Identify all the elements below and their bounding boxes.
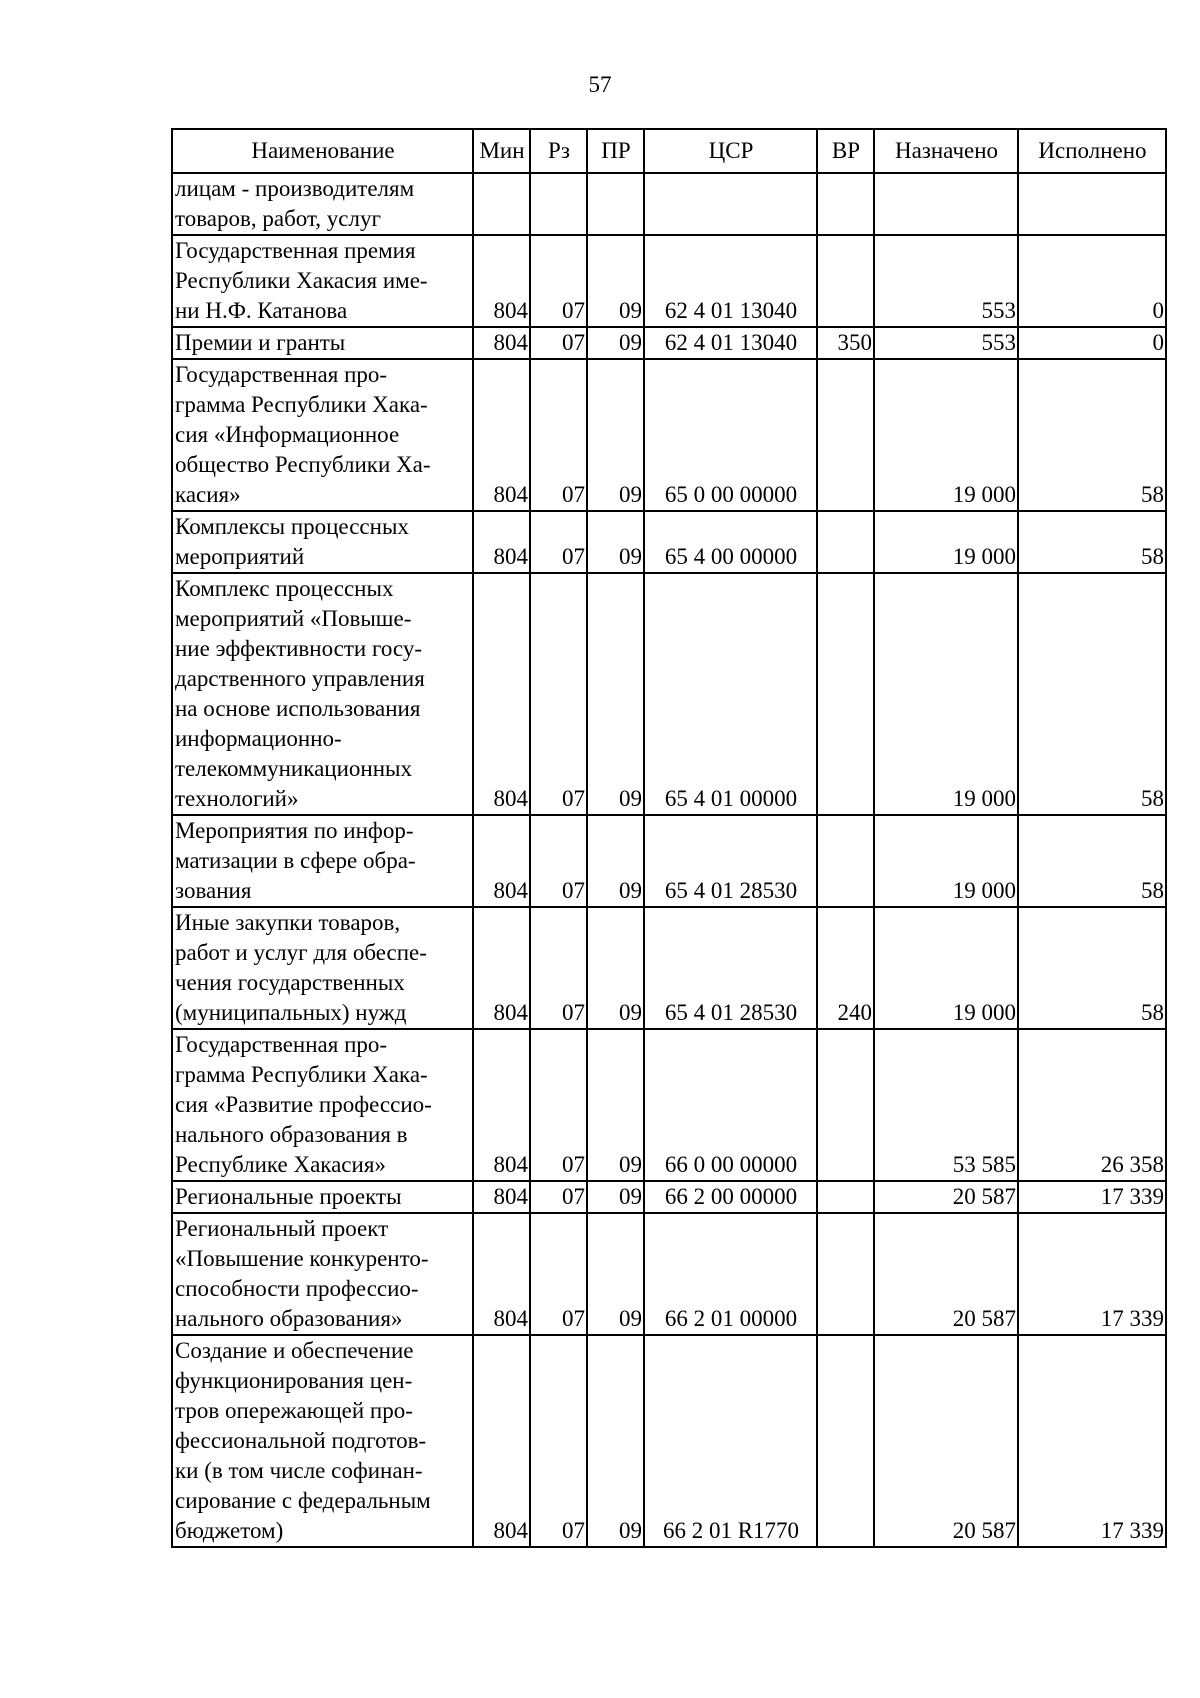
cell-name-line: «Повышение конкуренто- (175, 1246, 429, 1271)
cell-pr (587, 173, 644, 235)
cell-rz: 07 (530, 511, 587, 573)
cell-assigned: 53 585 (874, 1029, 1018, 1181)
cell-name-line: Региональные проекты (175, 1184, 402, 1209)
cell-vr (817, 573, 874, 815)
cell-vr (817, 173, 874, 235)
cell-name-line: дарственного управления (175, 666, 425, 691)
cell-csr: 65 4 00 00000 (644, 511, 817, 573)
cell-vr: 240 (817, 907, 874, 1029)
cell-name-line: фессиональной подготов- (175, 1428, 427, 1453)
table-header-row (172, 129, 1166, 173)
cell-name-line: мероприятий (175, 544, 305, 569)
cell-name-line: мероприятий «Повыше- (175, 606, 412, 631)
table-row (172, 511, 1166, 573)
cell-min: 804 (473, 1335, 530, 1547)
cell-name-line: чения государственных (175, 970, 405, 995)
table-row (172, 1181, 1166, 1213)
cell-name-line: ки (в том числе софинан- (175, 1458, 423, 1483)
cell-pr: 09 (587, 359, 644, 511)
cell-min (473, 173, 530, 235)
cell-name (172, 327, 473, 359)
cell-name (172, 1181, 473, 1213)
cell-pr: 09 (587, 907, 644, 1029)
cell-name-line: на основе использования (175, 696, 421, 721)
cell-executed: 58 (1018, 573, 1166, 815)
cell-pr: 09 (587, 1029, 644, 1181)
cell-name (172, 1335, 473, 1547)
cell-executed: 17 339 (1018, 1181, 1166, 1213)
column-header-assigned: Назначено (874, 129, 1018, 173)
cell-executed: 58 (1018, 359, 1166, 511)
cell-name (172, 815, 473, 907)
cell-vr (817, 815, 874, 907)
cell-name-line: тров опережающей про- (175, 1398, 413, 1423)
table-row (172, 907, 1166, 1029)
cell-name (172, 907, 473, 1029)
cell-executed: 26 358 (1018, 1029, 1166, 1181)
cell-name-line: информационно- (175, 726, 342, 751)
table-body (172, 173, 1166, 1547)
cell-name-line: ни Н.Ф. Катанова (175, 298, 348, 323)
cell-assigned: 19 000 (874, 511, 1018, 573)
cell-name-line: сирование с федеральным (175, 1488, 431, 1513)
cell-min: 804 (473, 511, 530, 573)
cell-name-line: Мероприятия по инфор- (175, 818, 414, 843)
cell-name-line: нального образования в (175, 1122, 408, 1147)
cell-vr (817, 235, 874, 327)
cell-rz: 07 (530, 1213, 587, 1335)
table-row (172, 1335, 1166, 1547)
cell-vr (817, 359, 874, 511)
cell-csr: 65 4 01 28530 (644, 907, 817, 1029)
cell-executed: 17 339 (1018, 1335, 1166, 1547)
cell-name-line: ние эффективности госу- (175, 636, 422, 661)
cell-name-line: Премии и гранты (175, 330, 346, 355)
cell-name (172, 1029, 473, 1181)
cell-rz: 07 (530, 327, 587, 359)
cell-min: 804 (473, 1181, 530, 1213)
cell-pr: 09 (587, 1181, 644, 1213)
cell-name-line: товаров, работ, услуг (175, 206, 381, 231)
column-header-name: Наименование (172, 129, 473, 173)
cell-vr (817, 1029, 874, 1181)
cell-name-line: Создание и обеспечение (175, 1338, 414, 1363)
cell-name-line: общество Республики Ха- (175, 452, 431, 477)
cell-vr (817, 1213, 874, 1335)
cell-rz: 07 (530, 907, 587, 1029)
table-row (172, 359, 1166, 511)
cell-min: 804 (473, 1029, 530, 1181)
cell-name-line: Иные закупки товаров, (175, 910, 401, 935)
cell-csr: 62 4 01 13040 (644, 235, 817, 327)
cell-vr (817, 1181, 874, 1213)
column-header-pr: ПР (587, 129, 644, 173)
cell-name-line: Государственная премия (175, 238, 416, 263)
cell-rz: 07 (530, 235, 587, 327)
cell-csr: 65 4 01 28530 (644, 815, 817, 907)
cell-name-line: Комплекс процессных (175, 576, 394, 601)
cell-name-line: Республики Хакасия име- (175, 268, 428, 293)
table-row (172, 1029, 1166, 1181)
cell-vr (817, 511, 874, 573)
cell-name-line: сия «Развитие профессио- (175, 1092, 432, 1117)
cell-name-line: Региональный проект (175, 1216, 389, 1241)
cell-assigned: 553 (874, 235, 1018, 327)
table-row (172, 173, 1166, 235)
cell-name-line: касия» (175, 482, 241, 507)
cell-name-line: Государственная про- (175, 1032, 388, 1057)
cell-min: 804 (473, 235, 530, 327)
column-header-vr: ВР (817, 129, 874, 173)
cell-pr: 09 (587, 1213, 644, 1335)
cell-rz: 07 (530, 1029, 587, 1181)
cell-name-line: способности профессио- (175, 1276, 419, 1301)
cell-name-line: телекоммуникационных (175, 756, 412, 781)
cell-name-line: нального образования» (175, 1306, 403, 1331)
cell-assigned: 19 000 (874, 907, 1018, 1029)
cell-assigned: 553 (874, 327, 1018, 359)
cell-csr: 65 4 01 00000 (644, 573, 817, 815)
page-number: 57 (588, 72, 612, 97)
cell-assigned: 19 000 (874, 573, 1018, 815)
table-row (172, 573, 1166, 815)
cell-pr: 09 (587, 815, 644, 907)
cell-assigned: 20 587 (874, 1181, 1018, 1213)
cell-name-line: матизации в сфере обра- (175, 848, 416, 873)
cell-assigned: 19 000 (874, 359, 1018, 511)
cell-rz: 07 (530, 573, 587, 815)
cell-min: 804 (473, 359, 530, 511)
cell-vr (817, 1335, 874, 1547)
cell-name-line: работ и услуг для обеспе- (175, 940, 427, 965)
column-header-rz: Рз (530, 129, 587, 173)
cell-assigned (874, 173, 1018, 235)
cell-csr (644, 173, 817, 235)
cell-name-line: сия «Информационное (175, 422, 400, 447)
column-header-min: Мин (473, 129, 530, 173)
cell-executed: 58 (1018, 907, 1166, 1029)
table-row (172, 235, 1166, 327)
cell-rz (530, 173, 587, 235)
cell-executed: 58 (1018, 511, 1166, 573)
cell-name-line: Государственная про- (175, 362, 388, 387)
cell-min: 804 (473, 907, 530, 1029)
cell-min: 804 (473, 815, 530, 907)
table-row (172, 1213, 1166, 1335)
cell-csr: 66 0 00 00000 (644, 1029, 817, 1181)
cell-csr: 66 2 01 R1770 (644, 1335, 817, 1547)
cell-executed: 58 (1018, 815, 1166, 907)
cell-name-line: грамма Республики Хака- (175, 1062, 428, 1087)
column-header-executed: Исполнено (1018, 129, 1166, 173)
cell-executed (1018, 173, 1166, 235)
cell-executed: 0 (1018, 235, 1166, 327)
cell-name (172, 511, 473, 573)
cell-pr: 09 (587, 1335, 644, 1547)
table-row (172, 815, 1166, 907)
cell-executed: 0 (1018, 327, 1166, 359)
cell-executed: 17 339 (1018, 1213, 1166, 1335)
cell-min: 804 (473, 573, 530, 815)
cell-pr: 09 (587, 511, 644, 573)
cell-csr: 66 2 00 00000 (644, 1181, 817, 1213)
cell-csr: 66 2 01 00000 (644, 1213, 817, 1335)
cell-assigned: 20 587 (874, 1335, 1018, 1547)
cell-rz: 07 (530, 815, 587, 907)
cell-min: 804 (473, 1213, 530, 1335)
cell-name (172, 1213, 473, 1335)
cell-csr: 65 0 00 00000 (644, 359, 817, 511)
cell-assigned: 20 587 (874, 1213, 1018, 1335)
cell-name-line: Республике Хакасия» (175, 1152, 386, 1177)
cell-name-line: (муниципальных) нужд (175, 1000, 407, 1025)
table-row (172, 327, 1166, 359)
column-header-csr: ЦСР (644, 129, 817, 173)
cell-name (172, 235, 473, 327)
cell-name-line: функционирования цен- (175, 1368, 413, 1393)
cell-rz: 07 (530, 359, 587, 511)
cell-name-line: Комплексы процессных (175, 514, 409, 539)
cell-name (172, 359, 473, 511)
cell-vr: 350 (817, 327, 874, 359)
cell-rz: 07 (530, 1181, 587, 1213)
budget-table (171, 128, 1167, 1548)
cell-name (172, 173, 473, 235)
cell-assigned: 19 000 (874, 815, 1018, 907)
cell-name-line: технологий» (175, 786, 299, 811)
cell-name (172, 573, 473, 815)
cell-rz: 07 (530, 1335, 587, 1547)
cell-name-line: зования (175, 878, 252, 903)
cell-pr: 09 (587, 573, 644, 815)
cell-csr: 62 4 01 13040 (644, 327, 817, 359)
cell-pr: 09 (587, 327, 644, 359)
cell-min: 804 (473, 327, 530, 359)
cell-name-line: лицам - производителям (175, 176, 415, 201)
cell-name-line: бюджетом) (175, 1518, 284, 1543)
cell-name-line: грамма Республики Хака- (175, 392, 428, 417)
cell-pr: 09 (587, 235, 644, 327)
